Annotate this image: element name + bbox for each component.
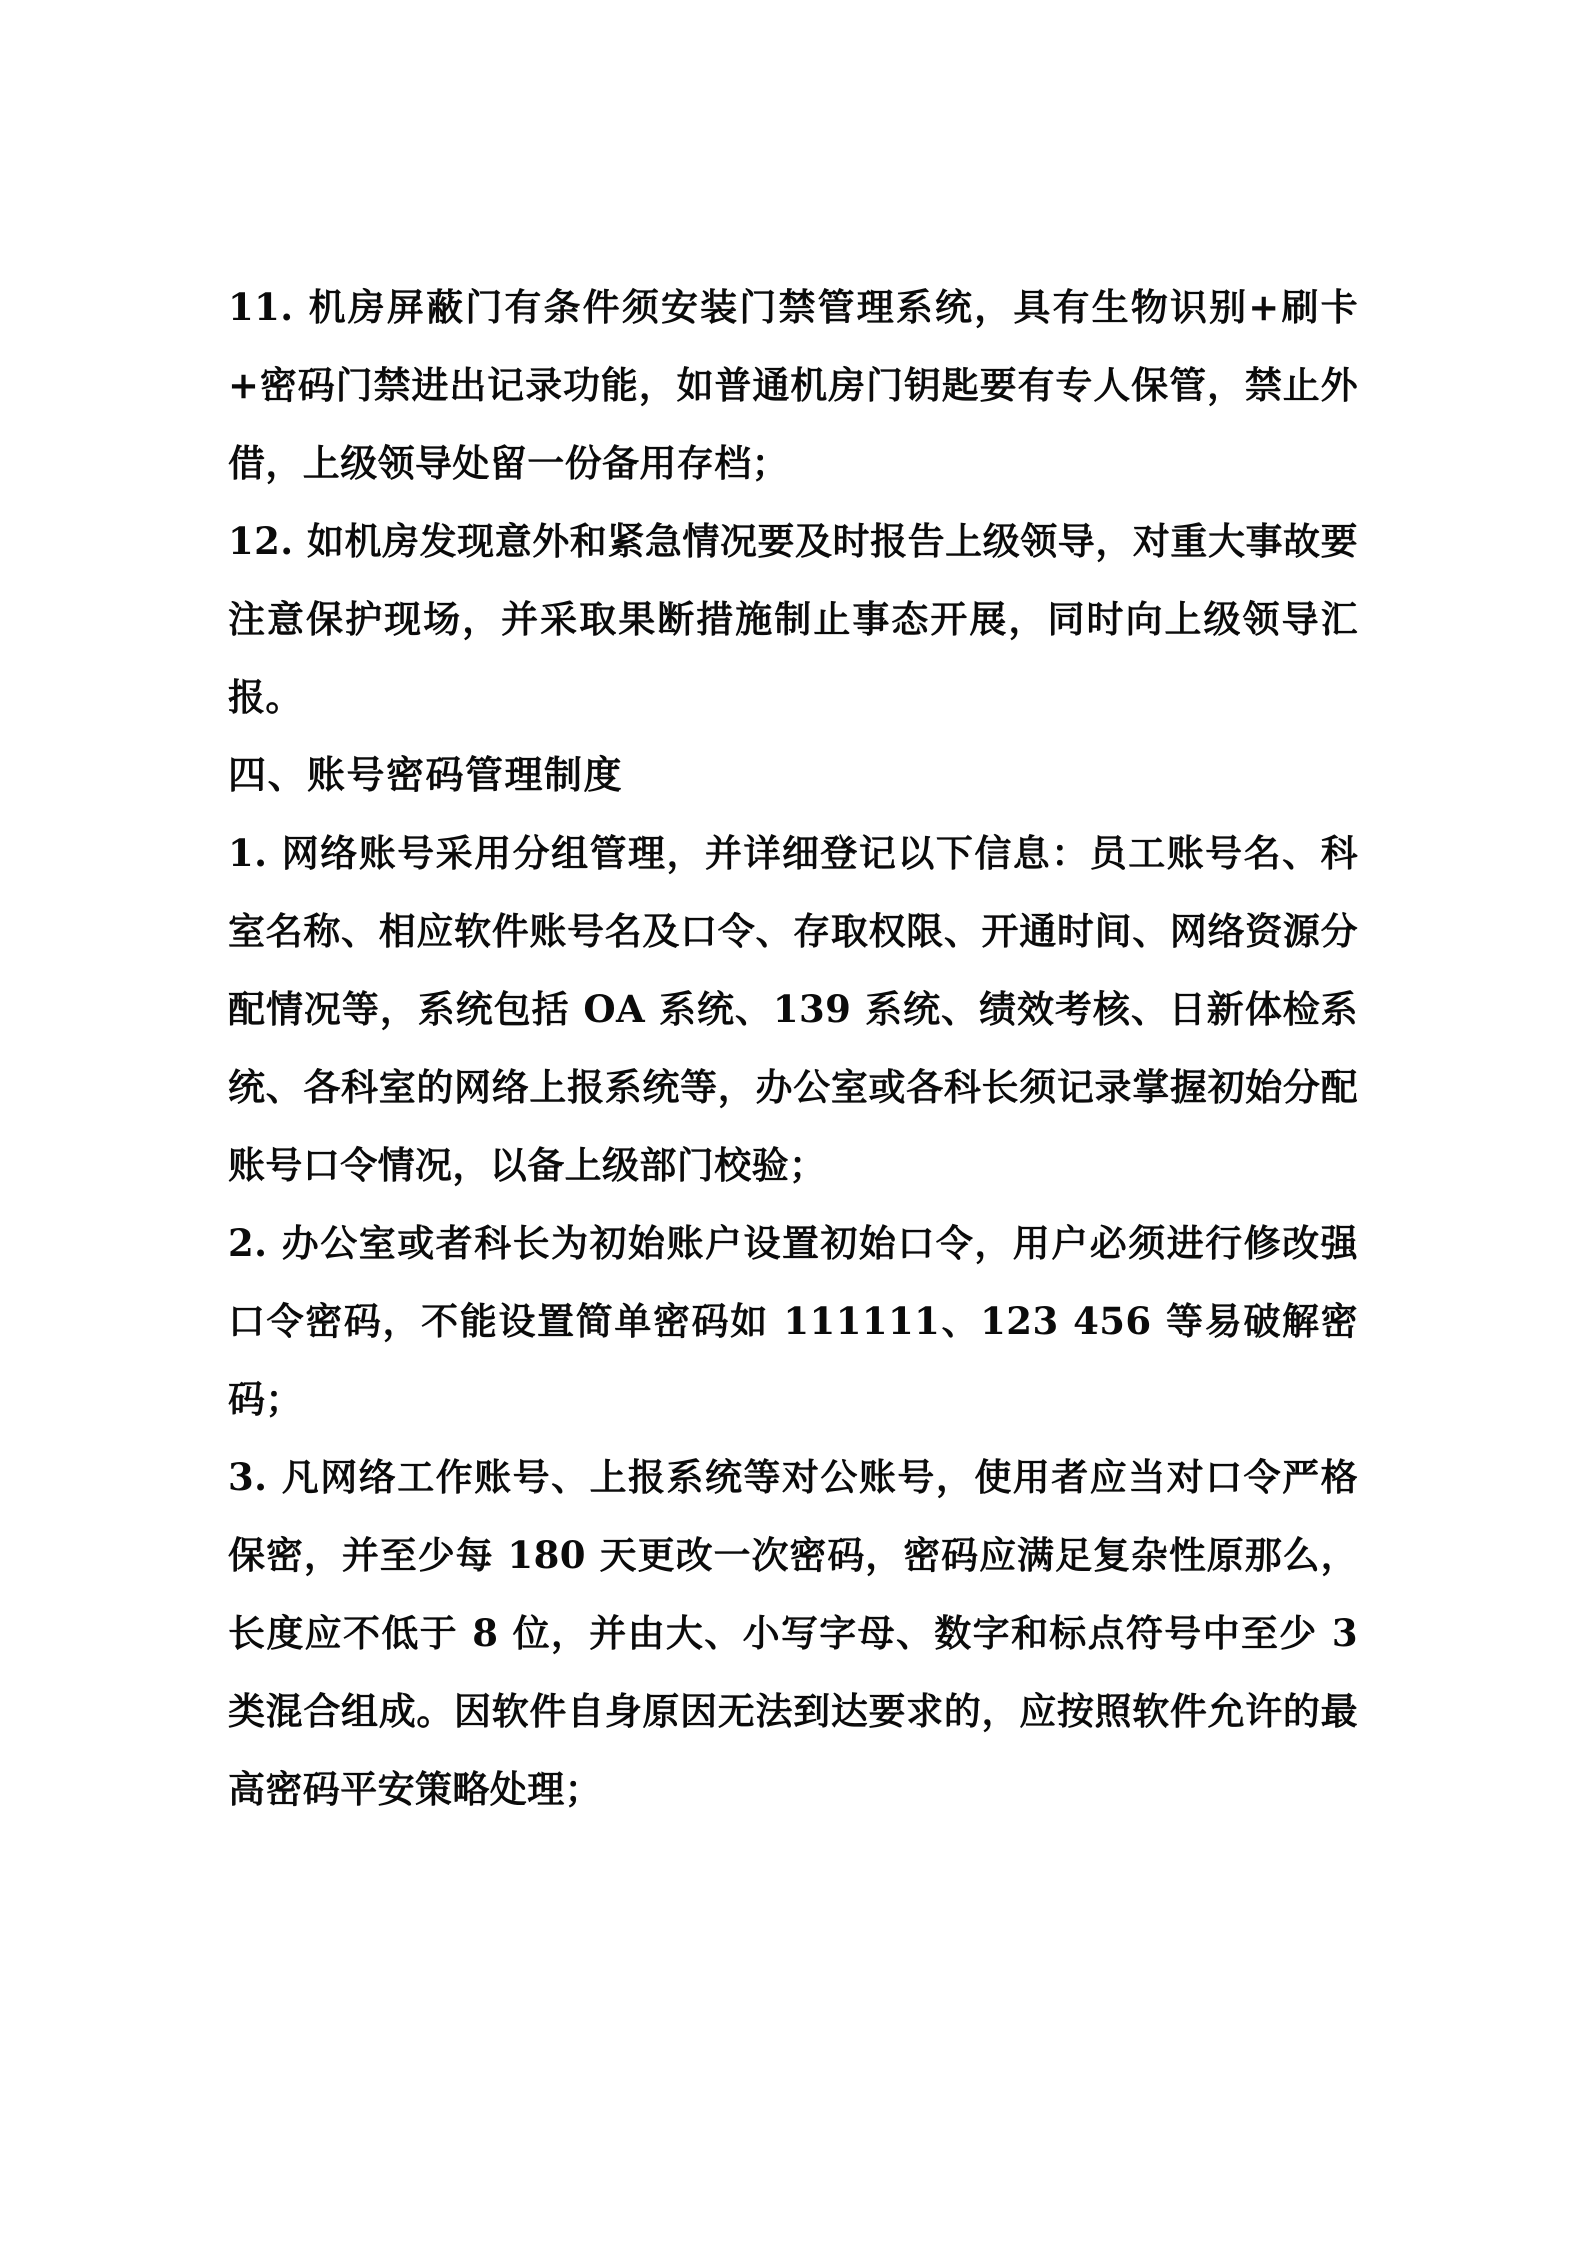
paragraph-item-1: 1. 网络账号采用分组管理，并详细登记以下信息：员工账号名、科室名称、相应软件账号名及口令、存取权限、开通时间、网络资源分配情况等，系统包括 OA 系统、139 系统、绩效考核、日新体检系统、各科室的网络上报系统等，办公室或各科长须记录掌握初始分配账号口令情况，以备上级部门校验；	[228, 831, 1358, 1187]
document-body	[228, 268, 1358, 1828]
section-heading-account-password: 四、账号密码管理制度	[228, 752, 624, 797]
paragraph-item-11: 11. 机房屏蔽门有条件须安装门禁管理系统，具有生物识别+刷卡+密码门禁进出记录功能，如普通机房门钥匙要有专人保管，禁止外借，上级领导处留一份备用存档；	[228, 285, 1358, 485]
paragraph-item-12: 12. 如机房发现意外和紧急情况要及时报告上级领导，对重大事故要注意保护现场，并采取果断措施制止事态开展，同时向上级领导汇报。	[228, 519, 1358, 719]
paragraph-item-3: 3. 凡网络工作账号、上报系统等对公账号，使用者应当对口令严格保密，并至少每 180 天更改一次密码，密码应满足复杂性原那么，长度应不低于 8 位，并由大、小写字母、数字和标点符号中至少 3 类混合组成。因软件自身原因无法到达要求的，应按照软件允许的最高密码平安策略处理；	[228, 1455, 1358, 1811]
paragraph-item-2: 2. 办公室或者科长为初始账户设置初始口令，用户必须进行修改强口令密码，不能设置简单密码如 111111、123 456 等易破解密码；	[228, 1221, 1358, 1421]
